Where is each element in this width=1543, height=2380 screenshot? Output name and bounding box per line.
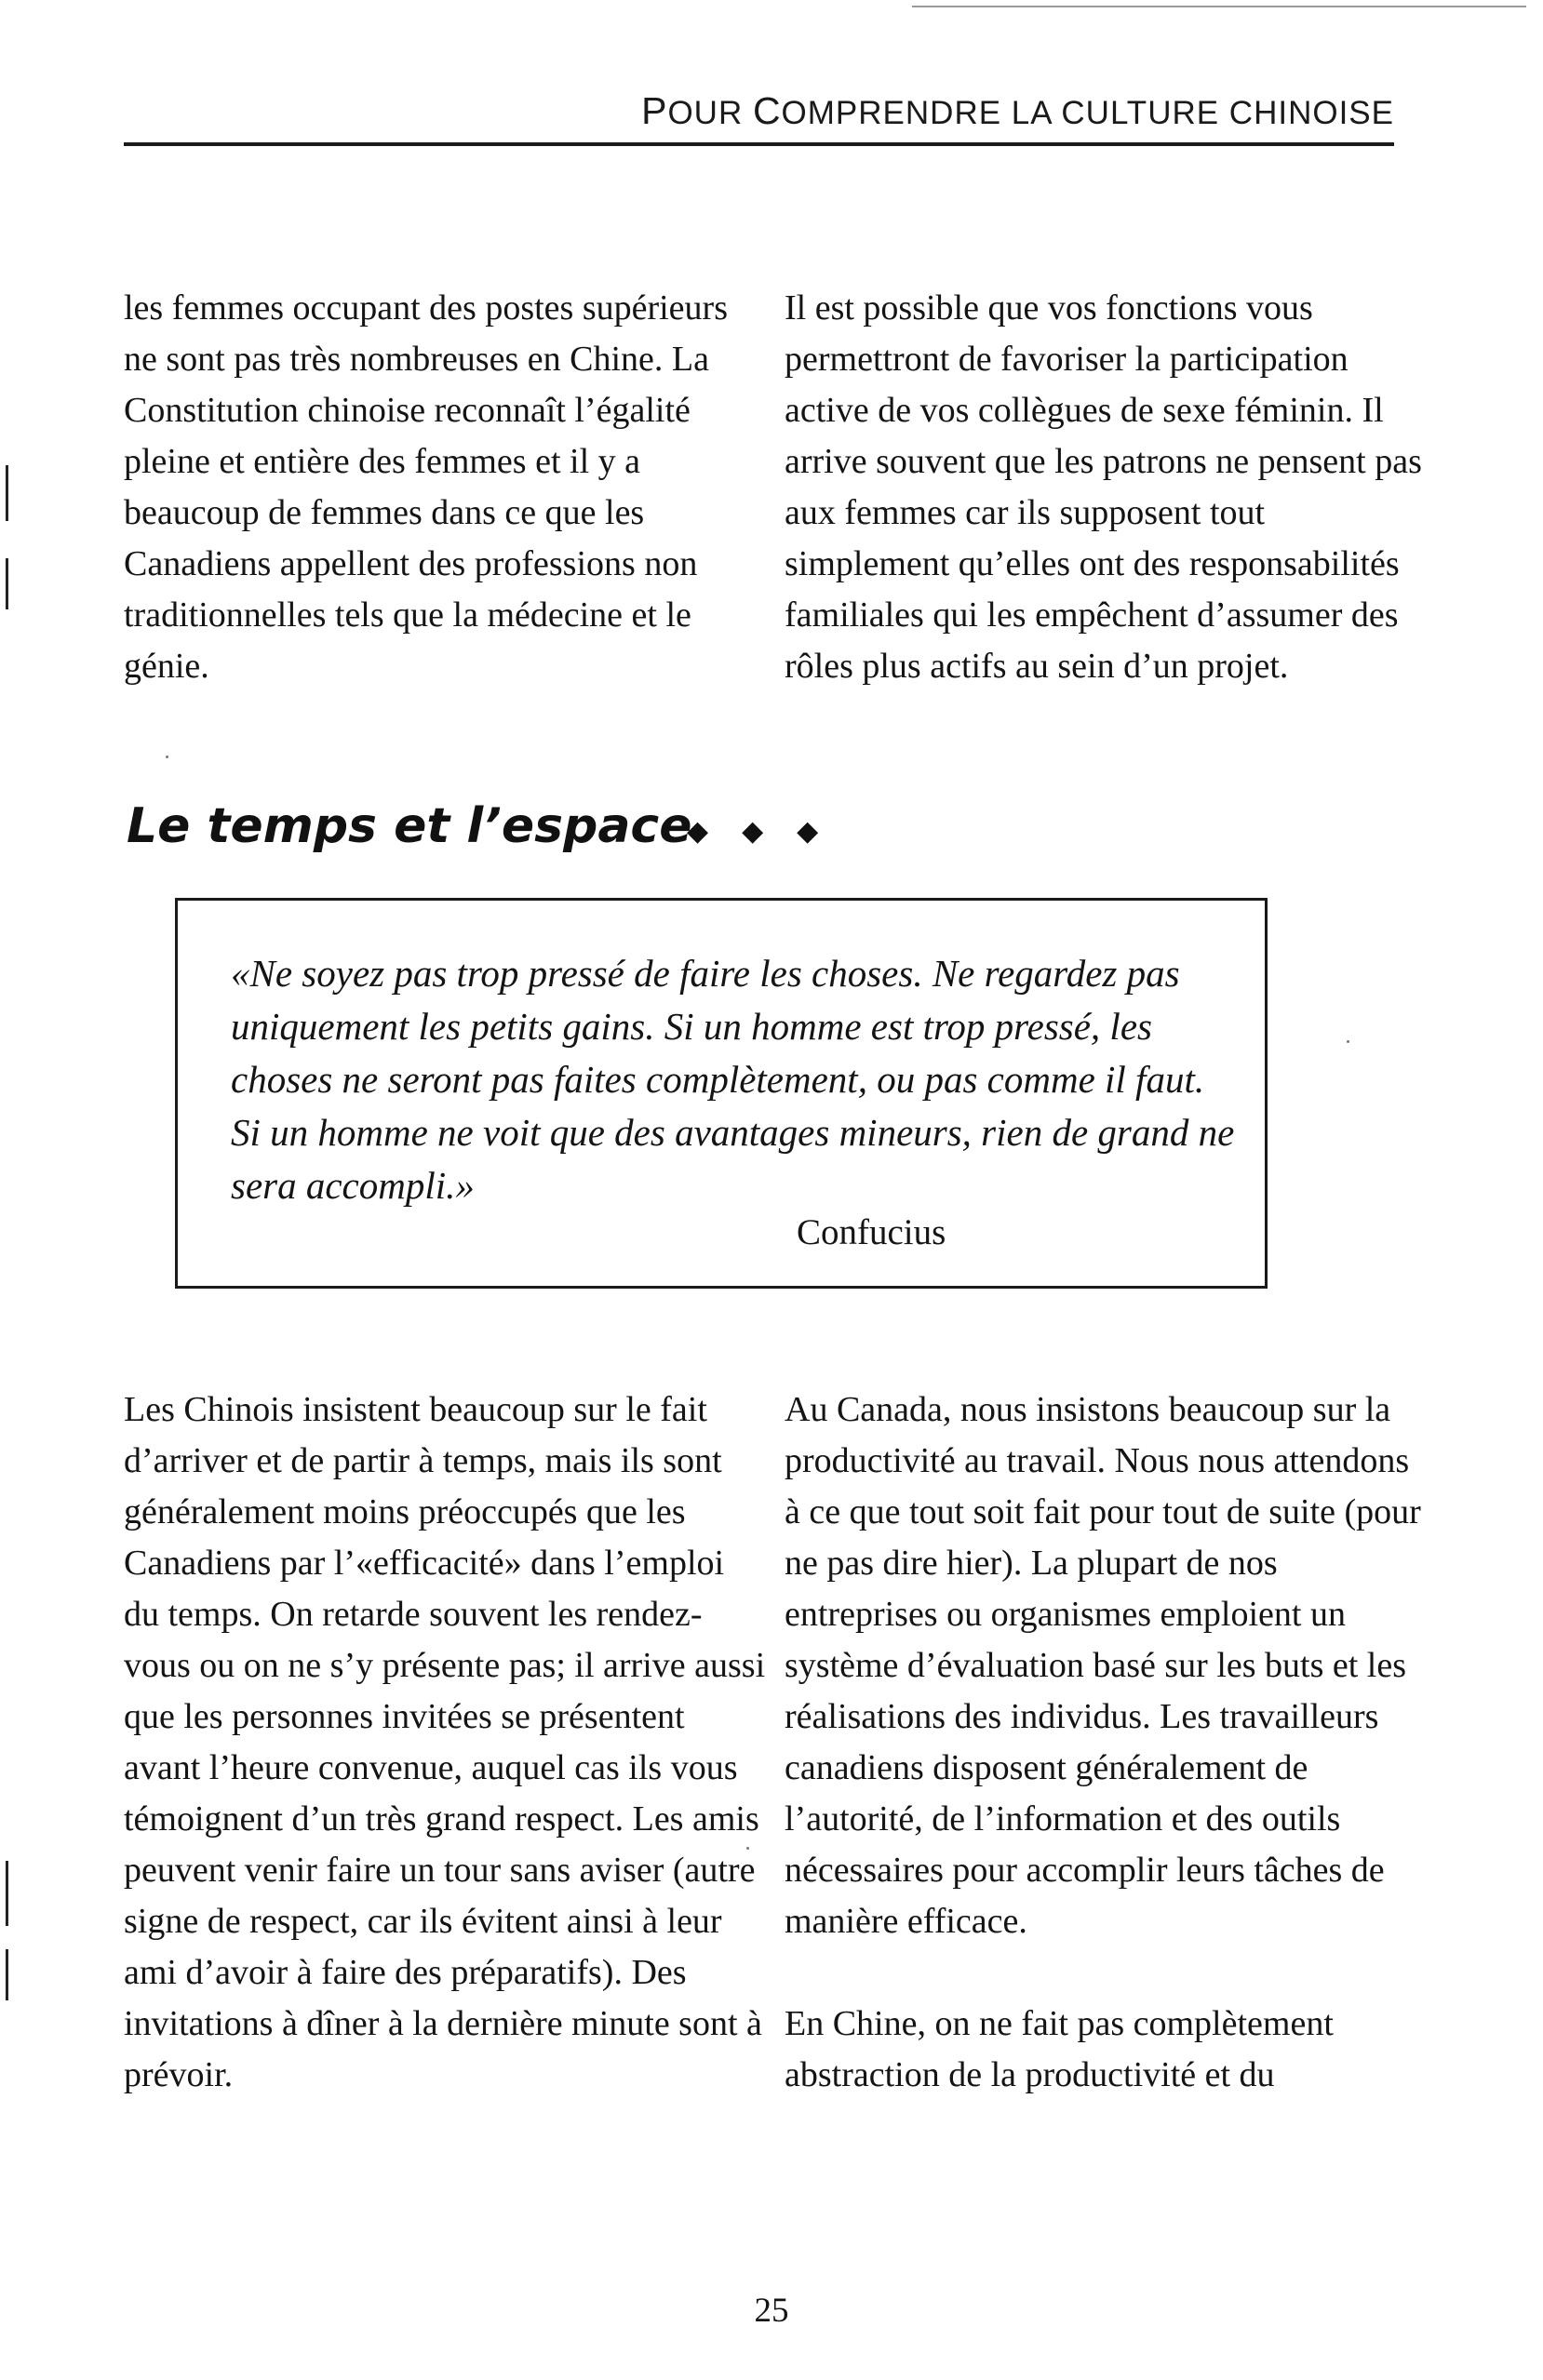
quote-text: «Ne soyez pas trop pressé de faire les choses. Ne regardez pas uniquement les petits gains. Si un homme est trop pressé, les choses ne seront pas faites complètement, ou pas comme il faut. Si un homme ne voit que des avantages mineurs, rien de grand ne sera accompli.»: [231, 952, 1235, 1207]
scan-speck: [1347, 1040, 1349, 1043]
bottom-right-paragraph-2: En Chine, on ne fait pas complètement abstraction de la productivité et du: [785, 2004, 1334, 2094]
top-right-column: [785, 283, 1427, 692]
bottom-left-paragraph: Les Chinois insistent beaucoup sur le fait d’arriver et de partir à temps, mais ils sont généralement moins préoccupés que les Canadiens par l’«efficacité» dans l’emploi du temps. On retarde souvent les rendez-vous ou on ne s’y présente pas; il arrive aussi que les personnes invitées se présentent avant l’heure convenue, auquel cas ils vous témoignent d’un très grand respect. Les amis peuvent venir faire un tour sans aviser (autre signe de respect, car ils évitent ainsi à leur ami d’avoir à faire des préparatifs). Des invitations à dîner à la dernière minute sont à prévoir.: [124, 1390, 766, 2094]
bottom-right-column: [785, 1384, 1427, 2101]
scan-top-edge: [912, 6, 1526, 7]
quote-author: Confucius: [797, 1212, 946, 1252]
section-heading: Le temps et l’espace: [127, 798, 692, 854]
diamond-ornament-icon: ◆◆◆: [687, 815, 852, 848]
scan-margin-mark: [6, 1861, 8, 1926]
top-left-paragraph: les femmes occupant des postes supérieurs ne sont pas très nombreuses en Chine. La Constitution chinoise reconnaît l’égalité pleine et entière des femmes et il y a beaucoup de femmes dans ce que les Canadiens appellent des professions non traditionnelles tels que la médecine et le génie.: [124, 288, 728, 686]
scan-margin-mark: [6, 1949, 8, 2000]
bottom-right-paragraph-1: Au Canada, nous insistons beaucoup sur la productivité au travail. Nous nous attendons à ce que tout soit fait pour tout de suite (pour ne pas dire hier). La plupart de nos entreprises ou organismes emploient un système d’évaluation basé sur les buts et les réalisations des individus. Les travailleurs canadiens disposent généralement de l’autorité, de l’information et des outils nécessaires pour accomplir leurs tâches de manière efficace.: [785, 1390, 1421, 1941]
header-rule: [124, 142, 1394, 146]
scan-margin-mark: [6, 465, 8, 521]
bottom-left-column: [124, 1384, 766, 2101]
scan-margin-mark: [6, 558, 8, 609]
running-header: POUR COMPRENDRE LA CULTURE CHINOISE: [641, 89, 1394, 132]
scan-speck: [166, 755, 168, 758]
top-left-column: [124, 283, 766, 692]
page-number: 25: [754, 2292, 789, 2330]
scan-speck: [746, 1847, 749, 1850]
top-right-paragraph: Il est possible que vos fonctions vous permettront de favoriser la participation active de vos collègues de sexe féminin. Il arrive souvent que les patrons ne pensent pas aux femmes car ils supposent tout simplement qu’elles ont des responsabilités familiales qui les empêchent d’assumer des rôles plus actifs au sein d’un projet.: [785, 288, 1422, 686]
quote-box: [175, 898, 1268, 1289]
